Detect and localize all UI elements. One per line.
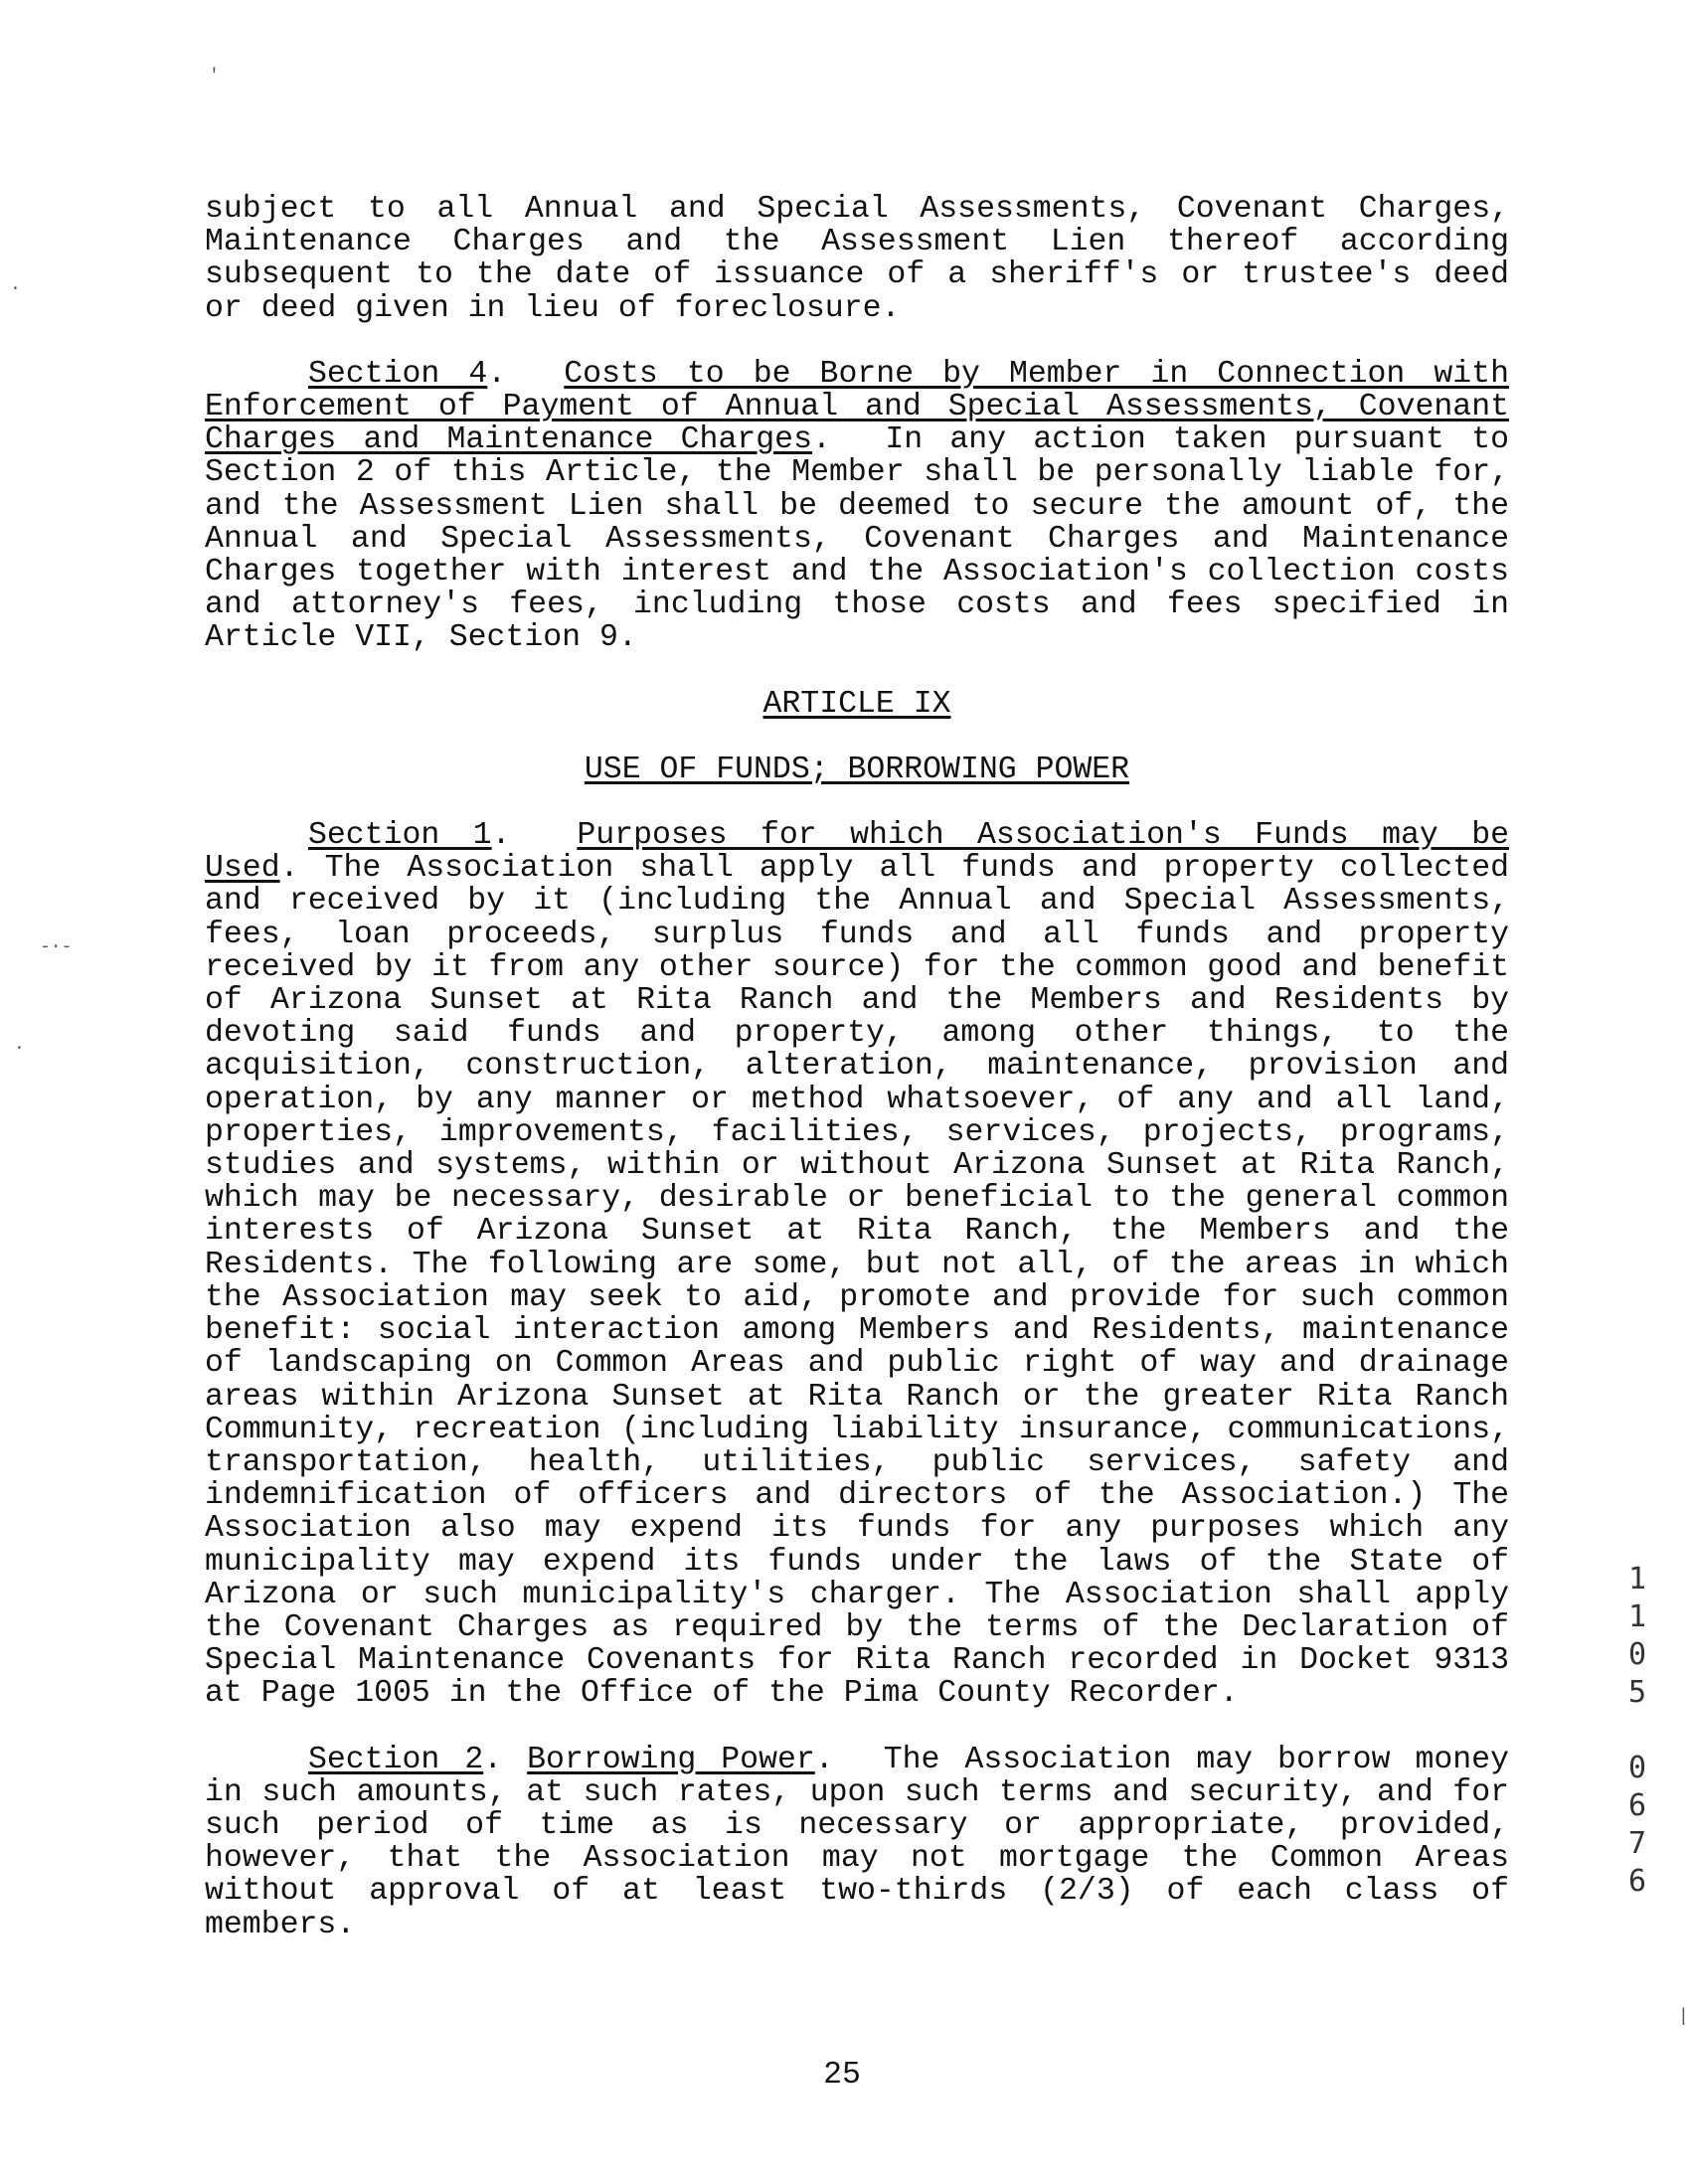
page-digit: 6 (1627, 1864, 1647, 1899)
article-heading: ARTICLE IX (762, 686, 951, 722)
section-1-label: Section 1 (308, 818, 492, 854)
section-1-body: The Association shall apply all funds and property collected and received by it (including the Annual and Special Assessments, fees, loan proceeds, surplus funds and all funds and property received by it from any other source) for the common good and benefit of Arizona Sunset at Rita Ranch and the Members and Residents by devoting said funds and property, among other things, to the acquisition, construction, alteration, maintenance, provision and operation, by any manner or method whatsoever, of any and all land, properties, improvements, facilities, services, projects, programs, studies and systems, within or without Arizona Sunset at Rita Ranch, which may be necessary, desirable or beneficial to the general common interests of Arizona Sunset at Rita Ranch, the Members and the Residents. The following are some, but not all, of the areas in which the Association may seek to aid, promote and provide for such common benefit: social interaction among Members and Residents, maintenance of landscaping on Common Areas and public right of way and drainage areas within Arizona Sunset at Rita Ranch or the greater Rita Ranch Community, recreation (including liability insurance, communications, transportation, health, utilities, public services, safety and indemnification of officers and directors of the Association.) The Association also may expend its funds for any purposes which any municipality may expend its funds under the laws of the State of Arizona or such municipality's charger. The Association shall apply the Covenant Charges as required by the terms of the Declaration of Special Maintenance Covenants for Rita Ranch recorded in Docket 9313 at Page 1005 in the Office of the Pima County Recorder. (205, 851, 1510, 1712)
docket-digit: 0 (1627, 1637, 1647, 1672)
docket-digit: 5 (1627, 1675, 1647, 1710)
page-digit: 7 (1627, 1826, 1647, 1861)
page-digit: 0 (1627, 1751, 1647, 1785)
paragraph-gap (205, 721, 1509, 754)
scan-speck: · (10, 279, 21, 299)
section-2-title: Borrowing Power (527, 1742, 815, 1777)
scan-speck: | (1678, 2007, 1689, 2027)
docket-spacer (1624, 1712, 1650, 1750)
document-body (205, 193, 1509, 1941)
section-4-body: In any action taken pursuant to Section 2 of this Article, the Member shall be personally liable for, and the Assessment Lien shall be deemed to secure the amount of, the Annual and Special Assessments, Covenant Charges and Maintenance Charges together with interest and the Association's collection costs and attorney's fees, including those costs and fees specified in Article VII, Section 9. (205, 422, 1509, 656)
section-1-title: Purposes for which Association's Funds may be Used (205, 818, 1509, 887)
section-1-paragraph: Section 1. Purposes for which Association's Funds may be Used. The Association shall apply all funds and property collected and received by it (including the Annual and Special Assessments, fees, loan proceeds, surplus funds and all funds and property received by it from any other source) for the common good and benefit of Arizona Sunset at Rita Ranch and the Members and Residents by devoting said funds and property, among other things, to the acquisition, construction, alteration, maintenance, provision and operation, by any manner or method whatsoever, of any and all land, properties, improvements, facilities, services, projects, programs, studies and systems, within or without Arizona Sunset at Rita Ranch, which may be necessary, desirable or beneficial to the general common interests of Arizona Sunset at Rita Ranch, the Members and the Residents. The following are some, but not all, of the areas in which the Association may seek to aid, promote and provide for such common benefit: social interaction among Members and Residents, maintenance of landscaping on Common Areas and public right of way and drainage areas within Arizona Sunset at Rita Ranch or the greater Rita Ranch Community, recreation (including liability insurance, communications, transportation, health, utilities, public services, safety and indemnification of officers and directors of the Association.) The Association also may expend its funds for any purposes which any municipality may expend its funds under the laws of the State of Arizona or such municipality's charger. The Association shall apply the Covenant Charges as required by the terms of the Declaration of Special Maintenance Covenants for Rita Ranch recorded in Docket 9313 at Page 1005 in the Office of the Pima County Recorder. (205, 818, 1510, 1712)
section-2-label: Section 2 (308, 1742, 484, 1777)
docket-stamp (1624, 1561, 1650, 1901)
section-4-label: Section 4 (308, 356, 488, 392)
paragraph-gap (205, 325, 1509, 358)
carryover-paragraph: subject to all Annual and Special Assessments, Covenant Charges, Maintenance Charges and the Assessment Lien thereof according subsequent to the date of issuance of a sheriff's or trustee's deed or deed given in lieu of foreclosure. (205, 192, 1509, 326)
paragraph-gap (205, 1711, 1509, 1744)
page-number: 25 (823, 2058, 861, 2093)
scan-speck: ' (209, 67, 220, 86)
section-4-paragraph: Section 4. Costs to be Borne by Member in Connection with Enforcement of Payment of Annual and Special Assessments, Covenant Charges and Maintenance Charges. In any action taken pursuant to Section 2 of this Article, the Member shall be personally liable for, and the Assessment Lien shall be deemed to secure the amount of, the Annual and Special Assessments, Covenant Charges and Maintenance Charges together with interest and the Association's collection costs and attorney's fees, including those costs and fees specified in Article VII, Section 9. (205, 356, 1509, 656)
docket-digit: 1 (1627, 1599, 1647, 1634)
page-digit: 6 (1627, 1788, 1647, 1823)
scan-speck: · (14, 1039, 25, 1059)
article-subheading: USE OF FUNDS; BORROWING POWER (584, 752, 1130, 787)
section-4-title: Costs to be Borne by Member in Connection with Enforcement of Payment of Annual and Special Assessments, Covenant Charges and Maintenance Charges (205, 356, 1509, 458)
paragraph-gap (205, 655, 1509, 688)
section-2-paragraph: Section 2. Borrowing Power. The Association may borrow money in such amounts, at such rates, upon such terms and security, and for such period of time as is necessary or appropriate, provided, however, that the Association may not mortgage the Common Areas without approval of at least two-thirds (2/3) of each class of members. (205, 1742, 1509, 1942)
section-2-body: The Association may borrow money in such amounts, at such rates, upon such terms and security, and for such period of time as is necessary or appropriate, provided, however, that the Association may not mortgage the Common Areas without approval of at least two-thirds (2/3) of each class of members. (205, 1742, 1509, 1942)
docket-digit: 1 (1627, 1562, 1647, 1596)
paragraph-gap (205, 786, 1509, 819)
scan-speck: -·- (40, 937, 73, 957)
